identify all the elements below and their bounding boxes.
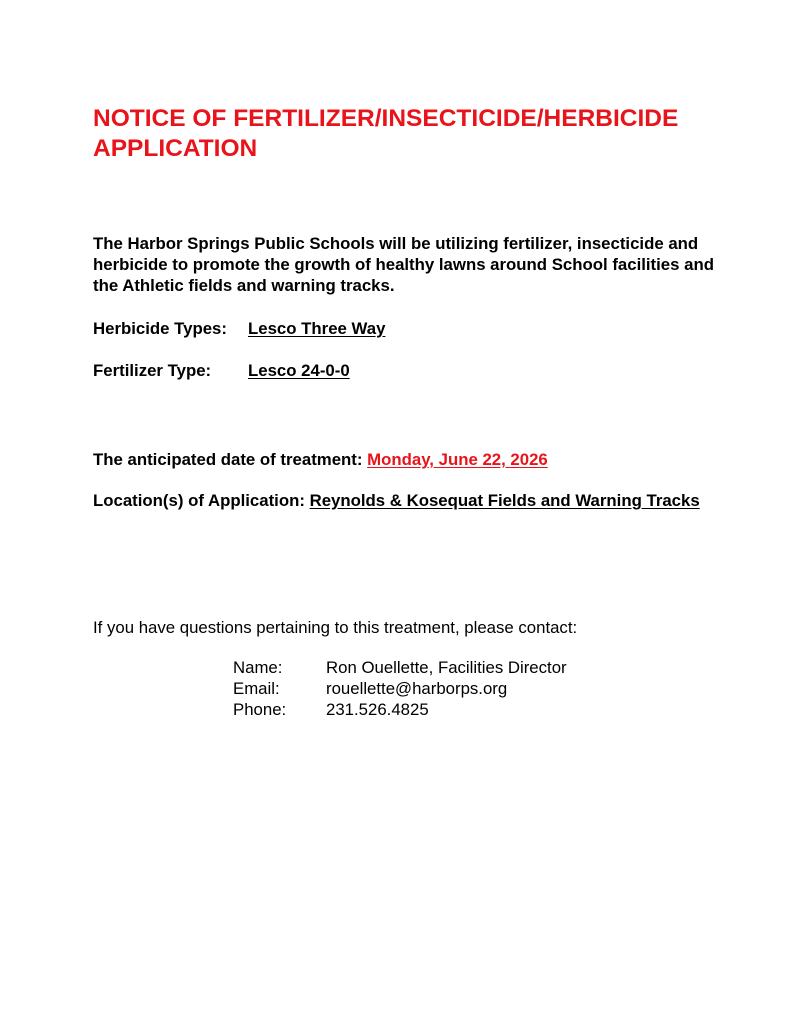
contact-phone-value: 231.526.4825 [326,700,429,719]
treatment-date-row [93,449,548,470]
fertilizer-row [93,360,350,381]
herbicide-row [93,318,386,339]
contact-name-label: Name: [233,658,283,677]
herbicide-label: Herbicide Types: [93,319,227,338]
herbicide-value: Lesco Three Way [248,319,386,338]
treatment-date-value: Monday, June 22, 2026 [367,450,548,469]
page-title: NOTICE OF FERTILIZER/INSECTICIDE/HERBICIDE APPLICATION [93,105,679,162]
contact-email-row [233,678,567,699]
treatment-date-label: The anticipated date of treatment: [93,450,363,469]
contact-name-row [233,657,567,678]
location-label: Location(s) of Application: [93,491,305,510]
contact-phone-row [233,699,567,720]
fertilizer-label: Fertilizer Type: [93,361,212,380]
intro-paragraph: The Harbor Springs Public Schools will be utilizing fertilizer, insecticide and herbicide to promote the growth of healthy lawns around School facilities and the Athletic fields and warning tracks. [93,234,714,295]
contact-intro: If you have questions pertaining to this treatment, please contact: [93,618,578,637]
contact-email-label: Email: [233,679,280,698]
location-value: Reynolds & Kosequat Fields and Warning Tracks [309,491,700,510]
location-row [93,490,733,511]
contact-name-value: Ron Ouellette, Facilities Director [326,658,567,677]
fertilizer-value: Lesco 24-0-0 [248,361,350,380]
contact-phone-label: Phone: [233,700,287,719]
contact-email-value[interactable]: rouellette@harborps.org [326,679,508,698]
contact-details [233,657,567,720]
